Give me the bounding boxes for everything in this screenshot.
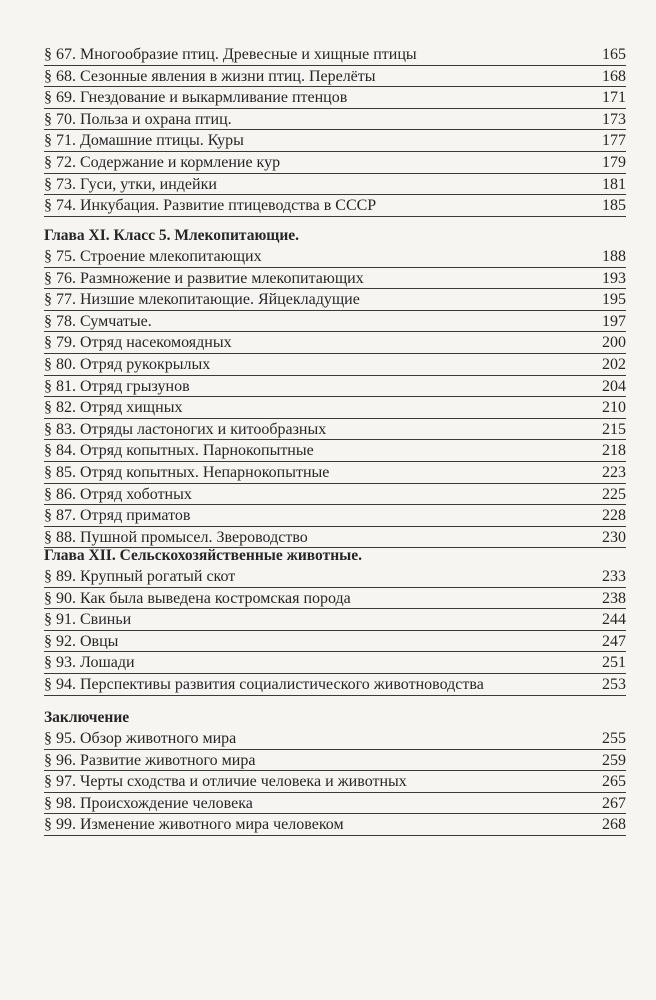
toc-entry-page: 168 — [602, 67, 626, 85]
toc-entry-page: 253 — [602, 675, 626, 693]
toc-entry-page: 195 — [602, 291, 626, 309]
toc-entry-title: § 96. Развитие животного мира — [44, 751, 256, 769]
toc-entry-title: § 75. Строение млекопитающих — [44, 248, 262, 265]
toc-entry — [44, 174, 626, 196]
toc-entry-page: 268 — [602, 816, 626, 834]
toc-entry — [44, 631, 626, 653]
toc-entry-page: 251 — [602, 654, 626, 672]
toc-entry — [44, 397, 626, 419]
toc-entry-title: § 82. Отряд хищных — [44, 399, 183, 417]
toc-entry — [44, 505, 626, 527]
toc-entry-title: § 71. Домашние птицы. Куры — [44, 132, 244, 150]
toc-entry-title: § 74. Инкубация. Развитие птицеводства в СССР — [44, 197, 377, 215]
toc-entry-title: § 98. Происхождение человека — [44, 794, 253, 812]
toc-entry-title: § 67. Многообразие птиц. Древесные и хищные птицы — [44, 46, 417, 63]
toc-entry-page: 267 — [602, 794, 626, 812]
toc-entry-page: 185 — [602, 197, 626, 215]
toc-entry-page: 255 — [602, 730, 626, 747]
toc-entry-page: 181 — [602, 175, 626, 193]
toc-entry-page: 165 — [602, 46, 626, 63]
toc-entry — [44, 674, 626, 696]
toc-entry-page: 173 — [602, 110, 626, 128]
toc-entry-title: § 84. Отряд копытных. Парнокопытные — [44, 442, 314, 460]
toc-entry — [44, 419, 626, 441]
toc-entry-page: 197 — [602, 312, 626, 330]
toc-entry-page: 230 — [602, 528, 626, 546]
toc-entry-title: § 83. Отряды ластоногих и китообразных — [44, 420, 327, 438]
toc-entry-page: 223 — [602, 463, 626, 481]
toc-entry — [44, 130, 626, 152]
toc-entry-page: 188 — [602, 248, 626, 265]
toc-entry-title: § 85. Отряд копытных. Непарнокопытные — [44, 463, 330, 481]
toc-entry — [44, 484, 626, 506]
toc-entry — [44, 246, 626, 268]
toc-entry-page: 265 — [602, 773, 626, 791]
toc-entry-title: § 81. Отряд грызунов — [44, 377, 190, 395]
toc-entry-title: § 88. Пушной промысел. Звероводство — [44, 528, 308, 546]
toc-entry-title: § 72. Содержание и кормление кур — [44, 153, 281, 171]
toc-entry-page: 193 — [602, 269, 626, 287]
toc-entry — [44, 793, 626, 815]
toc-entry-page: 200 — [602, 334, 626, 352]
toc-entry — [44, 87, 626, 109]
toc-group-mammals — [44, 226, 626, 548]
toc-entry-title: § 77. Низшие млекопитающие. Яйцекладущие — [44, 291, 360, 309]
toc-entry — [44, 44, 626, 66]
toc-entry-page: 204 — [602, 377, 626, 395]
toc-entry-title: § 97. Черты сходства и отличие человека и животных — [44, 773, 407, 791]
toc-entry — [44, 66, 626, 88]
toc-entry — [44, 354, 626, 376]
toc-entry — [44, 462, 626, 484]
toc-entry-title: § 95. Обзор животного мира — [44, 730, 237, 747]
toc-entry-title: § 76. Размножение и развитие млекопитающих — [44, 269, 364, 287]
toc-entry — [44, 332, 626, 354]
toc-entry-page: 225 — [602, 485, 626, 503]
toc-entry-title: § 91. Свиньи — [44, 611, 132, 629]
toc-entry-page: 247 — [602, 632, 626, 650]
toc-entry — [44, 109, 626, 131]
toc-entry-title: § 86. Отряд хоботных — [44, 485, 192, 503]
toc-entry-page: 179 — [602, 153, 626, 171]
toc-entry-title: § 73. Гуси, утки, индейки — [44, 175, 217, 193]
toc-entry — [44, 566, 626, 588]
toc-entry-page: 215 — [602, 420, 626, 438]
toc-entry — [44, 814, 626, 836]
toc-entry — [44, 771, 626, 793]
toc-entry — [44, 728, 626, 750]
toc-entry-page: 238 — [602, 589, 626, 607]
toc-group-birds — [44, 44, 626, 217]
toc-group-conclusion — [44, 708, 626, 836]
toc-entry-page: 259 — [602, 751, 626, 769]
toc-entry-page: 210 — [602, 399, 626, 417]
toc-entry-title: § 79. Отряд насекомоядных — [44, 334, 232, 352]
toc-entry — [44, 152, 626, 174]
chapter-heading: Глава XI. Класс 5. Млекопитающие. — [44, 227, 300, 244]
toc-entry-title: § 89. Крупный рогатый скот — [44, 568, 236, 585]
toc-entry-page: 202 — [602, 355, 626, 373]
toc-entry-page: 177 — [602, 132, 626, 150]
toc-entry-title: § 94. Перспективы развития социалистического животноводства — [44, 675, 484, 693]
toc-group-farm-animals — [44, 546, 626, 696]
toc-entry — [44, 195, 626, 217]
toc-entry-title: § 78. Сумчатые. — [44, 312, 152, 330]
toc-entry-page: 233 — [602, 568, 626, 585]
toc-entry-title: § 80. Отряд рукокрылых — [44, 355, 211, 373]
toc-entry-title: § 99. Изменение животного мира человеком — [44, 816, 344, 834]
toc-entry-page: 218 — [602, 442, 626, 460]
toc-entry-title: § 68. Сезонные явления в жизни птиц. Перелёты — [44, 67, 376, 85]
toc-entry-page: 228 — [602, 507, 626, 525]
toc-entry-title: § 70. Польза и охрана птиц. — [44, 110, 232, 128]
toc-entry-page: 171 — [602, 89, 626, 107]
toc-entry-title: § 69. Гнездование и выкармливание птенцов — [44, 89, 348, 107]
toc-entry — [44, 268, 626, 290]
chapter-heading: Заключение — [44, 709, 130, 726]
toc-entry — [44, 311, 626, 333]
toc-entry-title: § 92. Овцы — [44, 632, 119, 650]
toc-entry-title: § 90. Как была выведена костромская порода — [44, 589, 351, 607]
toc-entry-page: 244 — [602, 611, 626, 629]
chapter-heading: Глава XII. Сельскохозяйственные животные. — [44, 547, 362, 564]
toc-entry-title: § 93. Лошади — [44, 654, 135, 672]
toc-entry — [44, 289, 626, 311]
toc-entry — [44, 440, 626, 462]
toc-entry — [44, 588, 626, 610]
toc-entry — [44, 609, 626, 631]
toc-entry — [44, 652, 626, 674]
toc-entry-title: § 87. Отряд приматов — [44, 507, 191, 525]
toc-entry — [44, 750, 626, 772]
toc-entry — [44, 376, 626, 398]
